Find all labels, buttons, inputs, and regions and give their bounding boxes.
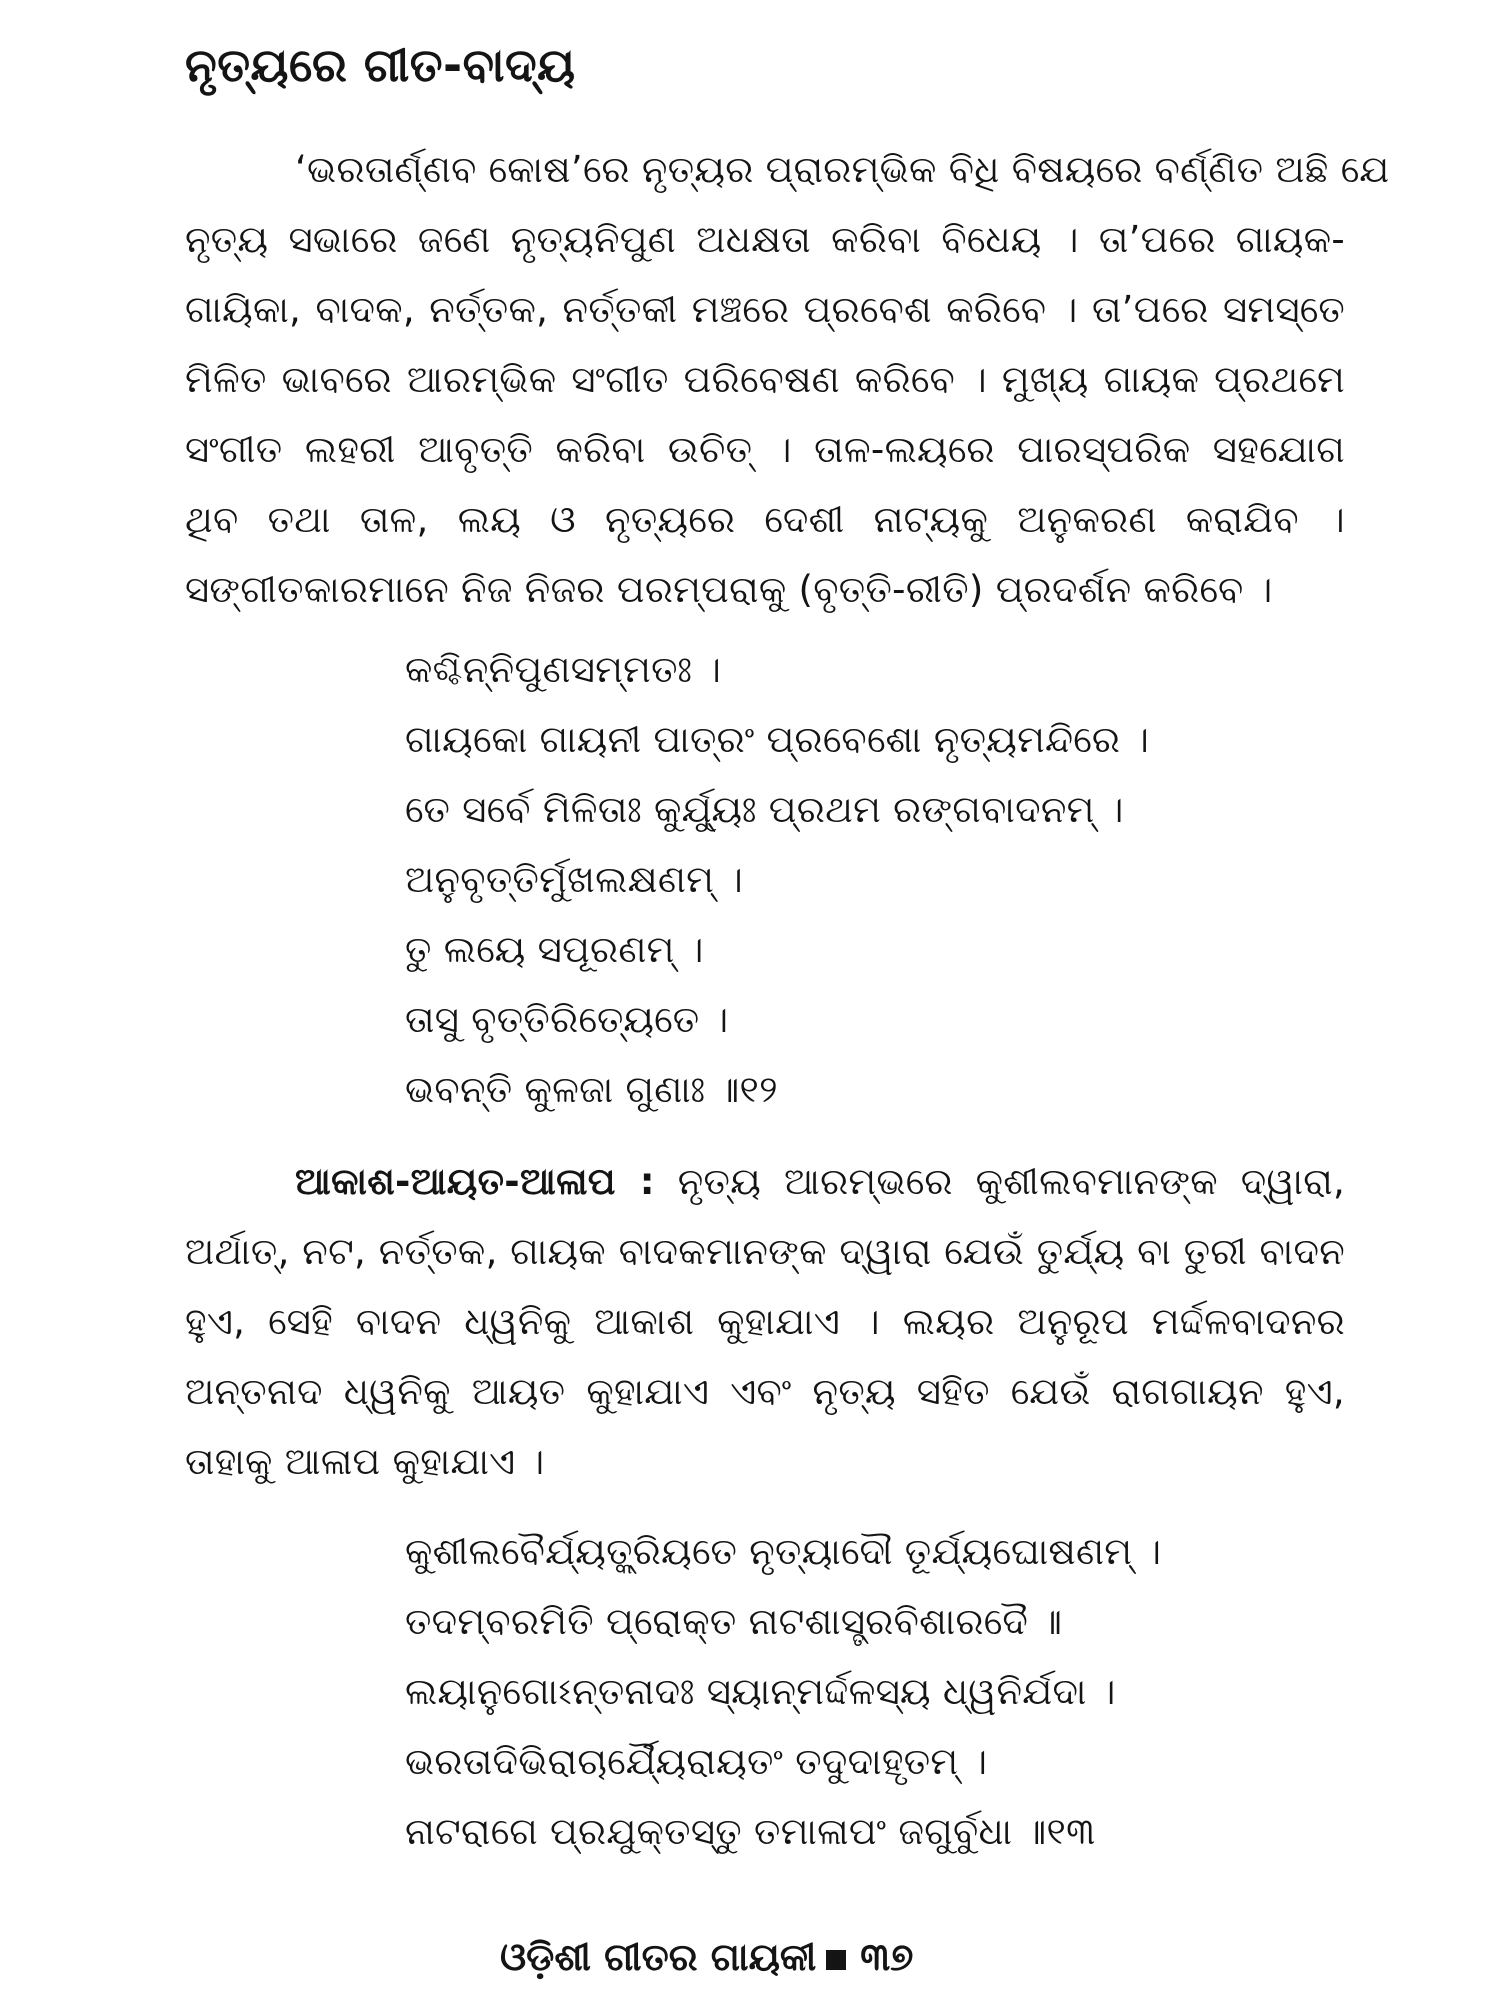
verse-2-line: ନାଟରାଗେ ପ୍ରଯୁକ୍ତସ୍ତୁ ତମାଳାପଂ ଜଗୁର୍ବୁଧା ॥୧୩ (405, 1810, 1096, 1853)
paragraph-2-line: ଅନ୍ତନାଦ ଧ୍ୱନିକୁ ଆୟତ କୁହାଯାଏ ଏବଂ ନୃତ୍ୟ ସହିତ ଯେଉଁ ରାଗଗାୟନ ହୁଏ, (185, 1370, 1345, 1413)
paragraph-1-line: ଗାୟିକା, ବାଦକ, ନର୍ତ୍ତକ, ନର୍ତ୍ତକୀ ମଞ୍ଚରେ ପ୍ରବେଶ କରିବେ । ତା’ପରେ ସମସ୍ତେ (185, 288, 1345, 331)
page-number: ୩୭ (860, 1935, 914, 1979)
verse-1-line: କଶ୍ଚିନ୍ନିପୁଣସମ୍ମତଃ । (405, 648, 722, 691)
paragraph-2-line: ଅର୍ଥାତ୍, ନଟ, ନର୍ତ୍ତକ, ଗାୟକ ବାଦକମାନଙ୍କ ଦ୍ୱାରା ଯେଉଁ ତୁର୍ଯ୍ୟ ବା ତୁରୀ ବାଦନ (185, 1230, 1345, 1273)
paragraph-1-line: ମିଳିତ ଭାବରେ ଆରମ୍ଭିକ ସଂଗୀତ ପରିବେଷଣ କରିବେ । ମୁଖ୍ୟ ଗାୟକ ପ୍ରଥମେ (185, 358, 1345, 401)
verse-2-line: ଲୟାନୁଗୋଽନ୍ତନାଦଃ ସ୍ୟାନ୍ମର୍ଦ୍ଦଳସ୍ୟ ଧ୍ୱନିର୍ଯଦା । (405, 1670, 1116, 1713)
verse-1-line: ଭବନ୍ତି କୁଳଜା ଗୁଣାଃ ॥୧୨ (405, 1068, 778, 1111)
paragraph-1-line: ଥିବ ତଥା ତାଳ, ଲୟ ଓ ନୃତ୍ୟରେ ଦେଶୀ ନାଟ୍ୟକୁ ଅନୁକରଣ କରାଯିବ । (185, 498, 1345, 541)
verse-2-line: ଭରତାଦିଭିରାଚାର୍ଯ୍ୟୈରାୟତଂ ତଦୁଦାହୃତମ୍ । (405, 1740, 988, 1783)
paragraph-2-line: ହୁଏ, ସେହି ବାଦନ ଧ୍ୱନିକୁ ଆକାଶ କୁହାଯାଏ । ଲୟର ଅନୁରୂପ ମର୍ଦ୍ଦଳବାଦନର (185, 1300, 1345, 1343)
verse-2-line: ତଦମ୍ବରମିତି ପ୍ରୋକ୍ତ ନାଟଶାସ୍ତ୍ରବିଶାରଦୈ ॥ (405, 1600, 1063, 1643)
paragraph-1-line: ସଂଗୀତ ଲହରୀ ଆବୃତ୍ତି କରିବା ଉଚିତ୍ । ତାଳ-ଲୟରେ ପାରସ୍ପରିକ ସହଯୋଗ (185, 428, 1345, 471)
verse-1-line: ତୁ ଲୟେ ସପୂରଣମ୍ । (405, 928, 704, 971)
paragraph-1-line: ‘ଭରତାର୍ଣ୍ଣବ କୋଷ’ରେ ନୃତ୍ୟର ପ୍ରାରମ୍ଭିକ ବିଧି ବିଷୟରେ ବର୍ଣ୍ଣିତ ଅଛି ଯେ (295, 148, 1390, 191)
section-heading: ନୃତ୍ୟରେ ଗୀତ-ବାଦ୍ୟ (185, 38, 576, 92)
page-footer (500, 1935, 913, 1980)
paragraph-1-line: ସଙ୍ଗୀତକାରମାନେ ନିଜ ନିଜର ପରମ୍ପରାକୁ (ବୃତ୍ତି-ରୀତି) ପ୍ରଦର୍ଶନ କରିବେ । (185, 568, 1273, 611)
verse-1-line: ଅନୁବୃତ୍ତିର୍ମୁଖଲକ୍ଷଣମ୍ । (405, 858, 744, 901)
verse-1-line: ତେ ସର୍ବେ ମିଳିତାଃ କୁର୍ଯ୍ୟୁଃ ପ୍ରଥମ ରଙ୍ଗବାଦନମ୍ । (405, 788, 1124, 831)
square-bullet-icon (826, 1950, 846, 1970)
term-heading: ଆକାଶ-ଆୟତ-ଆଳାପ : (295, 1160, 655, 1203)
book-title: ଓଡ଼ିଶୀ ଗୀତର ଗାୟକୀ (500, 1935, 817, 1979)
paragraph-1-line: ନୃତ୍ୟ ସଭାରେ ଜଣେ ନୃତ୍ୟନିପୁଣ ଅଧକ୍ଷତା କରିବା ବିଧେୟ । ତା’ପରେ ଗାୟକ- (185, 218, 1345, 261)
verse-2-line: କୁଶୀଲବୈର୍ଯ୍ୟତ୍କ୍ରିୟତେ ନୃତ୍ୟାଦୌ ତୂର୍ଯ୍ୟଘୋଷଣମ୍ । (405, 1530, 1162, 1573)
paragraph-2-line: ତାହାକୁ ଆଳାପ କୁହାଯାଏ । (185, 1440, 545, 1483)
paragraph-2-first-line (295, 1160, 1345, 1204)
verse-1-line: ଗାୟକୋ ଗାୟନୀ ପାତ୍ରଂ ପ୍ରବେଶୋ ନୃତ୍ୟମନ୍ଦିରେ । (405, 718, 1150, 761)
paragraph-2-line: ନୃତ୍ୟ ଆରମ୍ଭରେ କୁଶୀଲବମାନଙ୍କ ଦ୍ୱାରା, (677, 1160, 1346, 1203)
verse-1-line: ତାସୁ ବୃତ୍ତିରିତ୍ୟେତେ । (405, 998, 729, 1041)
